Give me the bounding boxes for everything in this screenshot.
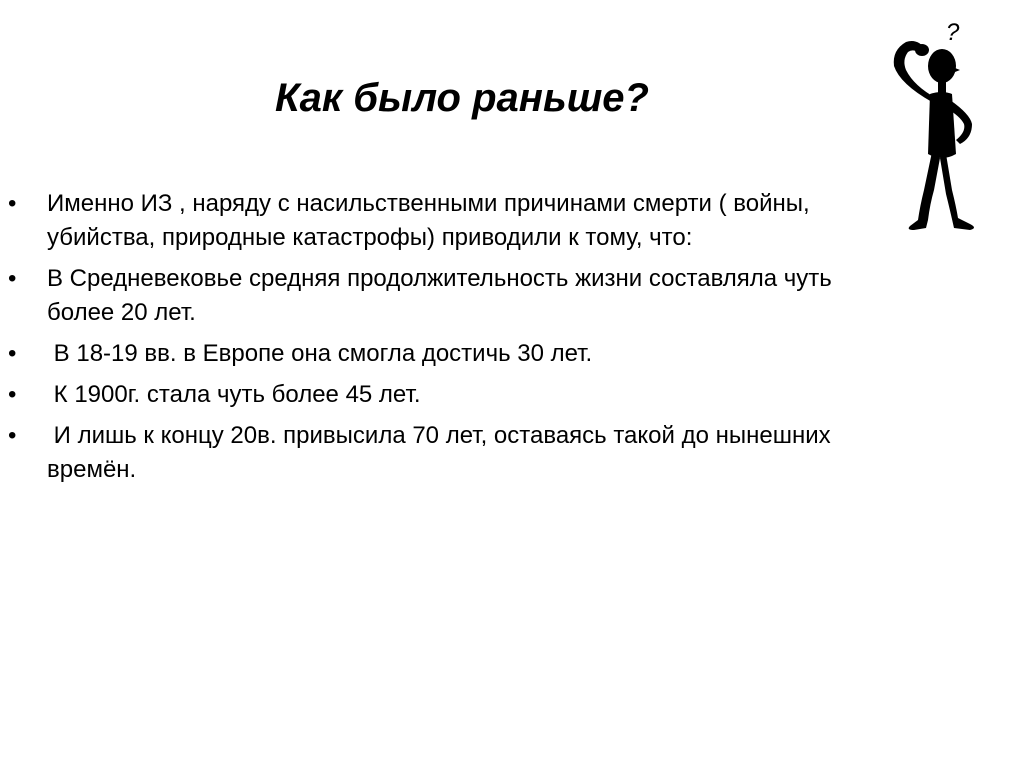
bullet-marker: • <box>8 422 17 449</box>
bullet-item <box>0 262 880 330</box>
bullet-text: К 1900г. стала чуть более 45 лет. <box>47 381 421 408</box>
question-mark-icon: ? <box>946 19 960 46</box>
bullet-text: И лишь к концу 20в. привысила 70 лет, оставаясь такой до нынешних времён. <box>47 422 838 483</box>
slide-title: Как было раньше? <box>275 76 649 120</box>
bullet-item <box>0 419 880 487</box>
bullet-list <box>0 187 880 494</box>
bullet-text: В Средневековье средняя продолжительность жизни составляла чуть более 20 лет. <box>47 265 832 326</box>
bullet-text: В 18-19 вв. в Европе она смогла достичь 30 лет. <box>47 340 593 367</box>
bullet-marker: • <box>8 190 17 217</box>
bullet-marker: • <box>8 381 17 408</box>
bullet-item <box>0 337 880 371</box>
bullet-marker: • <box>8 340 17 367</box>
thinking-stick-figure-icon <box>880 14 990 240</box>
bullet-item <box>0 187 880 255</box>
bullet-item <box>0 378 880 412</box>
bullet-text: Именно ИЗ , наряду с насильственными причинами смерти ( войны, убийства, природные катастрофы) приводили к тому, что: <box>47 190 810 251</box>
bullet-marker: • <box>8 265 17 292</box>
